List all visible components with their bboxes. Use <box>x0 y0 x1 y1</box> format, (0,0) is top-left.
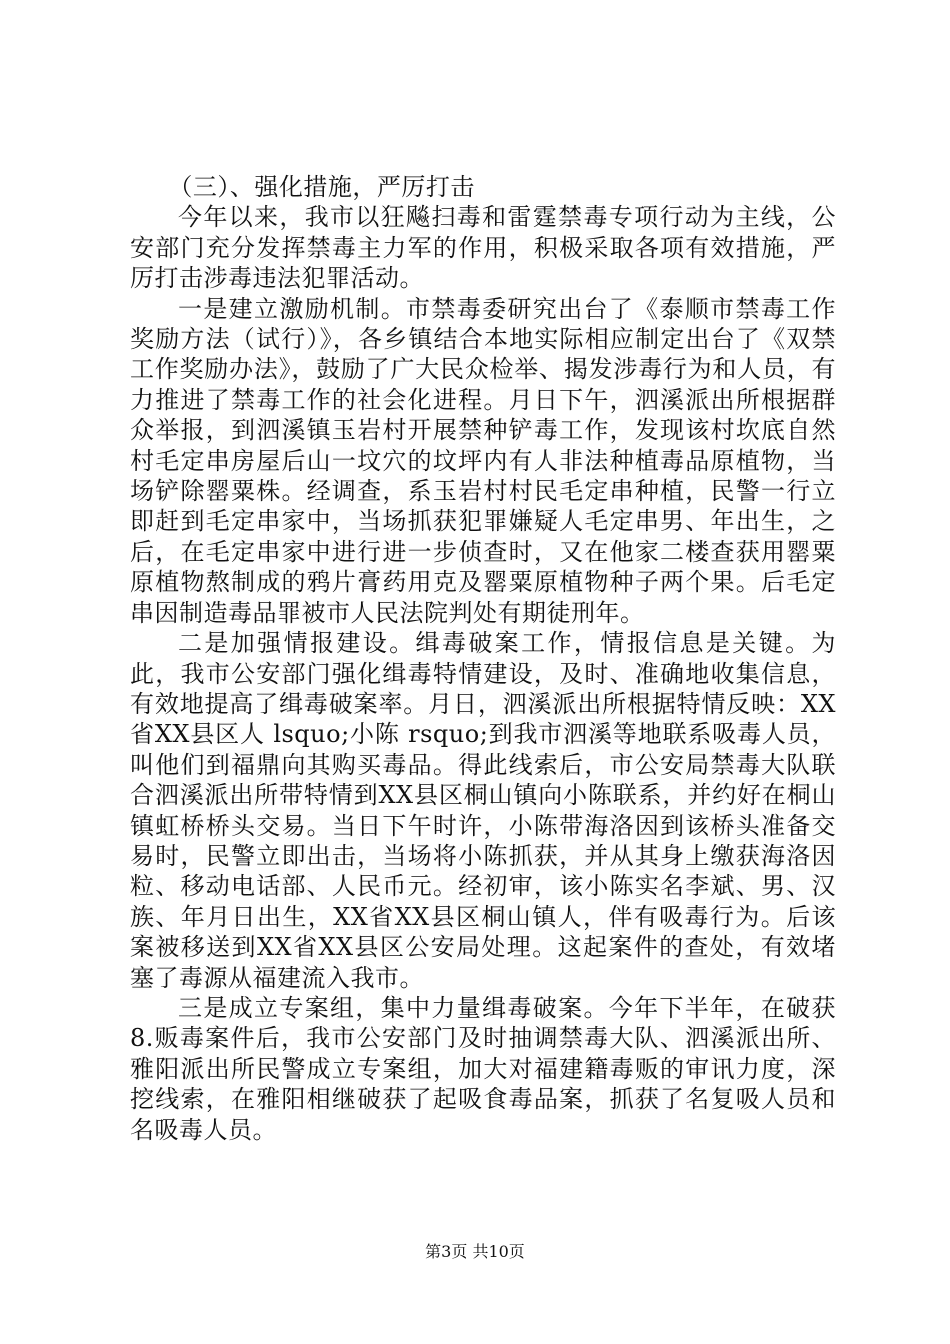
paragraph-intelligence-building: 二是加强情报建设。缉毒破案工作，情报信息是关键。为此，我市公安部门强化缉毒特情建设，及时、准确地收集信息，有效地提高了缉毒破案率。月日，泗溪派出所根据特情反映：XX省XX县区人 lsquo;小陈 rsquo;到我市泗溪等地联系吸毒人员，叫他们到福鼎向其购买毒品。得此线索后，市公安局禁毒大队联合泗溪派出所带特情到XX县区桐山镇向小陈联系，并约好在桐山镇虹桥桥头交易。当日下午时许，小陈带海洛因到该桥头准备交易时，民警立即出击，当场将小陈抓获，并从其身上缴获海洛因粒、移动电话部、人民币元。经初审，该小陈实名李斌、男、汉族、年月日出生，XX省XX县区桐山镇人，伴有吸毒行为。后该案被移送到XX省XX县区公安局处理。这起案件的查处，有效堵塞了毒源从福建流入我市。 <box>130 629 836 992</box>
page-number-footer: 第3页 共10页 <box>425 1242 525 1261</box>
paragraph-task-force: 三是成立专案组，集中力量缉毒破案。今年下半年，在破获8.贩毒案件后，我市公安部门及时抽调禁毒大队、泗溪派出所、雅阳派出所民警成立专案组，加大对福建籍毒贩的审讯力度，深挖线索，在雅阳相继破获了起吸食毒品案，抓获了名复吸人员和名吸毒人员。 <box>130 993 836 1144</box>
section-heading: （三）、强化措施，严厉打击 <box>168 173 475 201</box>
document-body <box>130 172 836 1145</box>
paragraph-intro: 今年以来，我市以狂飚扫毒和雷霆禁毒专项行动为主线，公安部门充分发挥禁毒主力军的作用，积极采取各项有效措施，严厉打击涉毒违法犯罪活动。 <box>130 203 836 293</box>
paragraph-incentive-mechanism: 一是建立激励机制。市禁毒委研究出台了《泰顺市禁毒工作奖励方法（试行）》，各乡镇结合本地实际相应制定出台了《双禁工作奖励办法》，鼓励了广大民众检举、揭发涉毒行为和人员，有力推进了禁毒工作的社会化进程。月日下午，泗溪派出所根据群众举报，到泗溪镇玉岩村开展禁种铲毒工作，发现该村坎底自然村毛定串房屋后山一坟穴的坟坪内有人非法种植毒品原植物，当场铲除罂粟株。经调查，系玉岩村村民毛定串种植，民警一行立即赶到毛定串家中，当场抓获犯罪嫌疑人毛定串男、年出生，之后，在毛定串家中进行进一步侦查时，又在他家二楼查获用罂粟原植物熬制成的鸦片膏药用克及罂粟原植物种子两个果。后毛定串因制造毒品罪被市人民法院判处有期徒刑年。 <box>130 294 836 627</box>
